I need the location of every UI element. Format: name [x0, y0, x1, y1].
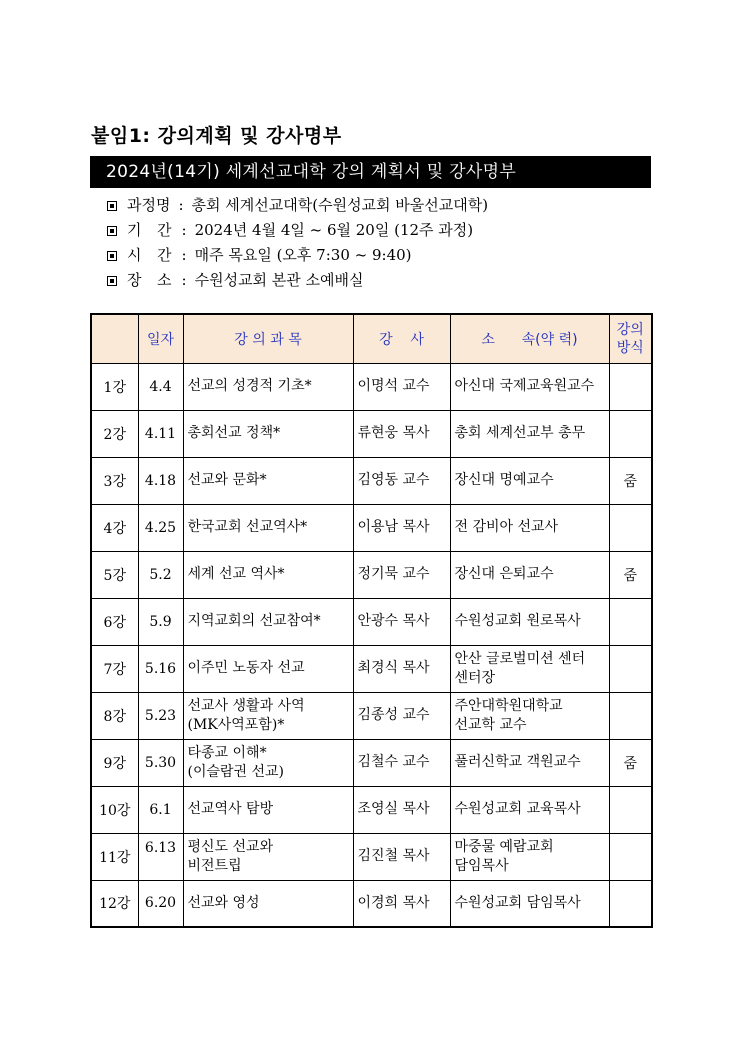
cell-lecture-no: 3강: [91, 457, 138, 504]
table-row: [91, 551, 652, 598]
cell-lecture-no: 12강: [91, 880, 138, 927]
info-label: 장 소: [127, 271, 174, 289]
table-row: [91, 457, 652, 504]
cell-affiliation: 아신대 국제교육원교수: [450, 363, 609, 410]
table-row: [91, 504, 652, 551]
corner-cell: [91, 314, 138, 363]
cell-affiliation: 장신대 은퇴교수: [450, 551, 609, 598]
header-affiliation: 소 속(약 력): [450, 314, 609, 363]
cell-affiliation: 마중물 예람교회 담임목사: [450, 833, 609, 880]
cell-affiliation: 수원성교회 담임목사: [450, 880, 609, 927]
info-separator: :: [181, 271, 187, 289]
cell-title: 총회선교 정책*: [183, 410, 353, 457]
table-row: [91, 410, 652, 457]
cell-lecturer: 이명석 교수: [353, 363, 450, 410]
cell-affiliation: 주안대학원대학교 선교학 교수: [450, 692, 609, 739]
cell-lecture-no: 8강: [91, 692, 138, 739]
cell-lecturer: 안광수 목사: [353, 598, 450, 645]
cell-affiliation: 수원성교회 교육목사: [450, 786, 609, 833]
table-row: [91, 786, 652, 833]
cell-date: 4.25: [138, 504, 183, 551]
cell-lecture-no: 2강: [91, 410, 138, 457]
info-label: 기 간: [127, 221, 174, 239]
info-separator: :: [181, 246, 187, 264]
course-info: [107, 193, 488, 293]
table-row: [91, 645, 652, 692]
cell-date: 5.9: [138, 598, 183, 645]
cell-lecturer: 최경식 목사: [353, 645, 450, 692]
cell-affiliation: 수원성교회 원로목사: [450, 598, 609, 645]
cell-lecture-no: 7강: [91, 645, 138, 692]
info-row-course: [107, 193, 488, 218]
cell-method: [609, 786, 652, 833]
lecture-schedule-table: [90, 313, 653, 928]
cell-method: [609, 598, 652, 645]
header-title: 강 의 과 목: [183, 314, 353, 363]
table-row: [91, 880, 652, 927]
info-separator: :: [181, 221, 187, 239]
table-row: [91, 363, 652, 410]
cell-lecturer: 이경희 목사: [353, 880, 450, 927]
cell-lecture-no: 9강: [91, 739, 138, 786]
table-header-row: [91, 314, 652, 363]
header-lecturer: 강 사: [353, 314, 450, 363]
cell-lecturer: 류현웅 목사: [353, 410, 450, 457]
cell-method: [609, 880, 652, 927]
cell-title: 선교사 생활과 사역 (MK사역포함)*: [183, 692, 353, 739]
cell-affiliation: 장신대 명예교수: [450, 457, 609, 504]
cell-method: 줌: [609, 739, 652, 786]
attachment-title: 붙임1: 강의계획 및 강사명부: [91, 125, 342, 147]
cell-title: 이주민 노동자 선교: [183, 645, 353, 692]
cell-lecture-no: 1강: [91, 363, 138, 410]
cell-date: 6.1: [138, 786, 183, 833]
cell-lecturer: 김종성 교수: [353, 692, 450, 739]
info-value: 총회 세계선교대학(수원성교회 바울선교대학): [191, 196, 489, 214]
table-row: [91, 739, 652, 786]
cell-lecture-no: 4강: [91, 504, 138, 551]
cell-date: 4.4: [138, 363, 183, 410]
info-row-place: [107, 268, 488, 293]
cell-lecture-no: 5강: [91, 551, 138, 598]
table-row: [91, 598, 652, 645]
cell-date: 4.11: [138, 410, 183, 457]
table-row: [91, 692, 652, 739]
cell-title: 세계 선교 역사*: [183, 551, 353, 598]
cell-date: 5.23: [138, 692, 183, 739]
cell-lecturer: 김철수 교수: [353, 739, 450, 786]
cell-title: 지역교회의 선교참여*: [183, 598, 353, 645]
square-bullet-icon: [107, 201, 117, 211]
cell-lecturer: 정기묵 교수: [353, 551, 450, 598]
info-value: 매주 목요일 (오후 7:30 ~ 9:40): [194, 246, 412, 264]
info-value: 수원성교회 본관 소예배실: [194, 271, 364, 289]
cell-lecture-no: 11강: [91, 833, 138, 880]
cell-method: 줌: [609, 551, 652, 598]
cell-date: 5.30: [138, 739, 183, 786]
table-row: [91, 833, 652, 880]
cell-title: 한국교회 선교역사*: [183, 504, 353, 551]
cell-title: 선교역사 탐방: [183, 786, 353, 833]
cell-method: [609, 363, 652, 410]
cell-lecturer: 조영실 목사: [353, 786, 450, 833]
info-label: 시 간: [127, 246, 174, 264]
square-bullet-icon: [107, 226, 117, 236]
cell-title: 선교와 영성: [183, 880, 353, 927]
cell-date: 5.2: [138, 551, 183, 598]
table-body: [91, 363, 652, 927]
cell-affiliation: 총회 세계선교부 총무: [450, 410, 609, 457]
banner-title: 2024년(14기) 세계선교대학 강의 계획서 및 강사명부: [90, 156, 651, 188]
cell-method: [609, 833, 652, 880]
cell-affiliation: 풀러신학교 객원교수: [450, 739, 609, 786]
cell-lecture-no: 6강: [91, 598, 138, 645]
cell-title: 선교와 문화*: [183, 457, 353, 504]
header-date: 일자: [138, 314, 183, 363]
cell-title: 선교의 성경적 기초*: [183, 363, 353, 410]
cell-lecturer: 김영동 교수: [353, 457, 450, 504]
square-bullet-icon: [107, 251, 117, 261]
cell-affiliation: 안산 글로벌미션 센터 센터장: [450, 645, 609, 692]
cell-lecturer: 김진철 목사: [353, 833, 450, 880]
cell-date: 6.13: [138, 833, 183, 880]
cell-date: 6.20: [138, 880, 183, 927]
info-value: 2024년 4월 4일 ~ 6월 20일 (12주 과정): [194, 221, 474, 239]
info-separator: :: [178, 196, 184, 214]
square-bullet-icon: [107, 276, 117, 286]
cell-method: [609, 645, 652, 692]
cell-lecturer: 이용남 목사: [353, 504, 450, 551]
info-label: 과정명: [127, 196, 171, 214]
cell-date: 4.18: [138, 457, 183, 504]
cell-lecture-no: 10강: [91, 786, 138, 833]
cell-method: [609, 410, 652, 457]
info-row-time: [107, 243, 488, 268]
cell-title: 타종교 이해* (이슬람권 선교): [183, 739, 353, 786]
header-method: 강의 방식: [609, 314, 652, 363]
cell-affiliation: 전 감비아 선교사: [450, 504, 609, 551]
cell-method: [609, 504, 652, 551]
cell-date: 5.16: [138, 645, 183, 692]
info-row-period: [107, 218, 488, 243]
cell-title: 평신도 선교와 비전트립: [183, 833, 353, 880]
cell-method: [609, 692, 652, 739]
cell-method: 줌: [609, 457, 652, 504]
